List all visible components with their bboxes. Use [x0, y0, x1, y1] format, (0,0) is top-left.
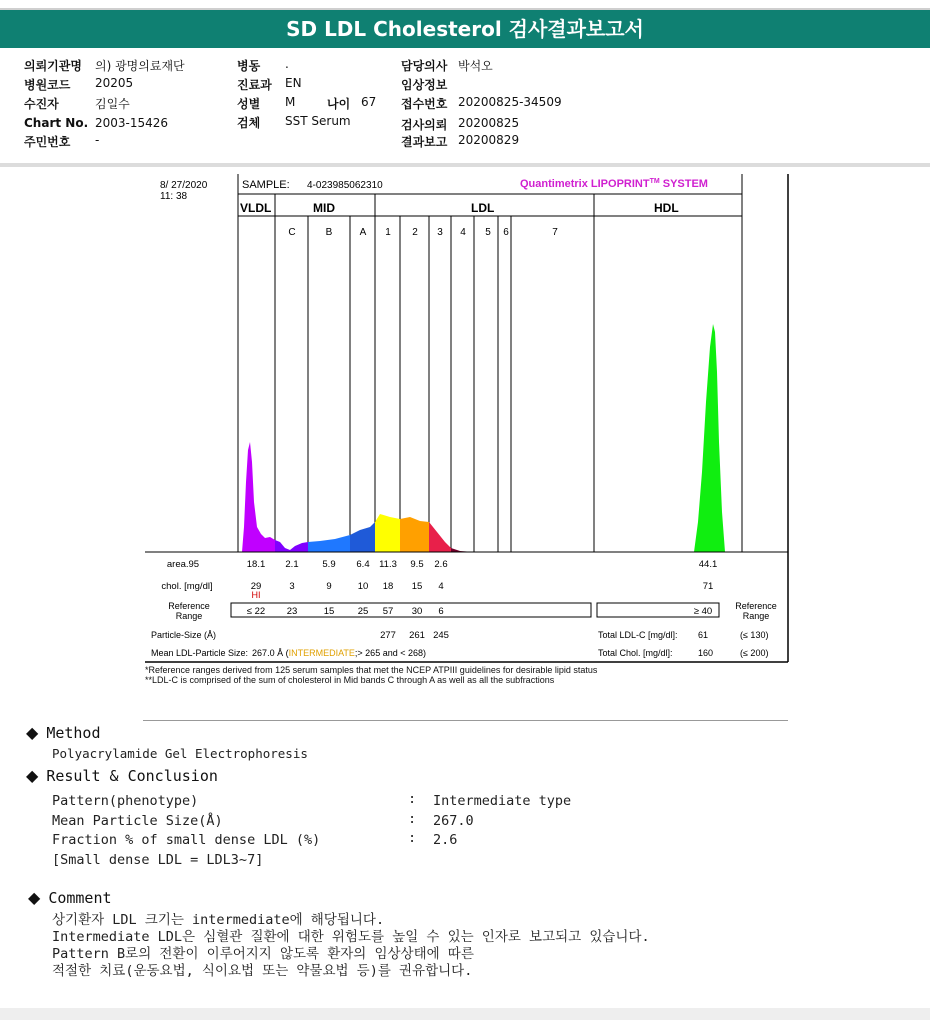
- ldl4-area: [451, 548, 474, 552]
- info-label: 의뢰기관명: [24, 59, 82, 73]
- brand-text: Quantimetrix LIPOPRINT™ SYSTEM: [520, 178, 708, 190]
- particle-size: 277: [380, 630, 396, 641]
- info-label: 성별: [237, 97, 261, 111]
- footnotes: [145, 665, 597, 685]
- total-chol-label: Total Chol. [mg/dl]:: [598, 648, 673, 658]
- total-chol-ref: (≤ 200): [740, 648, 769, 658]
- sample-date: 8/ 27/2020: [160, 180, 208, 191]
- info-value: 20200829: [458, 133, 520, 147]
- ref-value: 6: [438, 606, 444, 617]
- total-chol-value: 160: [698, 648, 714, 658]
- info-value: 20200825-34509: [458, 95, 562, 109]
- info-label: 병원코드: [24, 78, 71, 92]
- bottom-band: [0, 1008, 930, 1020]
- patient-info: [0, 55, 930, 165]
- row-label-particle: Particle-Size (Å): [151, 630, 217, 640]
- info-value: 67: [361, 95, 377, 109]
- area-value: 11.3: [379, 559, 397, 570]
- total-ldl-value: 61: [698, 630, 709, 640]
- info-label: 수진자: [24, 97, 59, 111]
- chol-value: 4: [438, 581, 444, 592]
- area-value: 2.1: [285, 559, 299, 570]
- row-label-ref: Reference Range: [168, 601, 210, 621]
- result-value: 267.0: [433, 813, 474, 829]
- ref-value: 23: [286, 606, 298, 617]
- info-value: 의) 광명의료재단: [95, 59, 185, 73]
- band-label: 6: [503, 227, 509, 238]
- result-heading-text: Result & Conclusion: [46, 767, 218, 785]
- info-value: 20205: [95, 76, 134, 90]
- hdl-peak: [694, 324, 725, 552]
- ref-value: 25: [357, 606, 369, 617]
- result-label: Fraction % of small dense LDL (%): [52, 832, 321, 848]
- row-label-chol: chol. [mg/dl]: [161, 581, 213, 592]
- info-label: 병동: [237, 59, 261, 73]
- info-value: .: [285, 57, 289, 71]
- info-divider: [0, 163, 930, 167]
- info-label: 검체: [237, 116, 261, 130]
- sample-id: 4-023985062310: [307, 180, 383, 191]
- comment-line: Intermediate LDL은 심혈관 질환에 대한 위험도를 높일 수 있는 인자로 보고되고 있습니다.: [52, 929, 650, 945]
- ldl1-area: [375, 514, 400, 552]
- result-value: Intermediate type: [433, 793, 572, 809]
- info-label: 접수번호: [401, 97, 448, 111]
- diamond-icon: ◆: [26, 766, 39, 785]
- info-label: Chart No.: [24, 116, 89, 130]
- total-ldl-ref: (≤ 130): [740, 630, 769, 640]
- result-label: Mean Particle Size(Å): [52, 813, 223, 829]
- area-value: 9.5: [410, 559, 424, 570]
- result-heading: [26, 766, 218, 785]
- method-heading: [26, 723, 101, 742]
- ref-value: ≤ 22: [246, 606, 266, 617]
- area-value: 18.1: [246, 559, 266, 570]
- info-label: 검사의뢰: [401, 118, 448, 132]
- mid-a-area: [350, 522, 375, 552]
- info-value: SST Serum: [285, 114, 351, 128]
- band-label: A: [359, 227, 367, 238]
- comment-line: 적절한 치료(운동요법, 식이요법 또는 약물요법 등)를 권유합니다.: [52, 963, 473, 979]
- area-value: 44.1: [698, 559, 718, 570]
- ref-right-label: Reference Range: [735, 601, 777, 621]
- result-colon: :: [408, 791, 417, 807]
- band-label: 2: [412, 227, 418, 238]
- lipoprint-chart: [145, 172, 789, 664]
- row-label-area: area.95: [166, 559, 200, 570]
- info-value: -: [95, 133, 100, 147]
- info-value: 박석오: [458, 59, 493, 73]
- ref-value: ≥ 40: [693, 606, 713, 617]
- section-divider: [143, 720, 788, 721]
- mid-b-area: [308, 535, 350, 552]
- info-value: EN: [285, 76, 302, 90]
- chol-value: 18: [382, 581, 394, 592]
- band-label: 4: [460, 227, 466, 238]
- method-heading-text: Method: [46, 724, 101, 742]
- footnote-1: *Reference ranges derived from 125 serum samples that met the NCEP ATPIII guidelines for desirable lipid status: [145, 665, 598, 675]
- area-value: 5.9: [322, 559, 336, 570]
- ref-value: 57: [382, 606, 394, 617]
- info-label: 결과보고: [401, 135, 448, 149]
- result-note: [Small dense LDL = LDL3~7]: [52, 852, 264, 868]
- ldl3-area: [429, 522, 451, 552]
- band-label: 7: [552, 227, 558, 238]
- group-hdl: HDL: [654, 201, 679, 215]
- band-label: C: [288, 227, 296, 238]
- group-ldl: LDL: [471, 201, 495, 215]
- group-mid: MID: [313, 201, 335, 215]
- comment-heading-text: Comment: [48, 889, 112, 907]
- info-value: 20200825: [458, 116, 520, 130]
- total-ldl-label: Total LDL-C [mg/dl]:: [598, 630, 678, 640]
- chol-value: 71: [702, 581, 714, 592]
- method-text: Polyacrylamide Gel Electrophoresis: [52, 746, 308, 761]
- mean-size-line: Mean LDL-Particle Size: 267.0 Å (INTERMEDIATE;> 265 and < 268): [151, 648, 426, 658]
- diamond-icon: ◆: [26, 723, 39, 742]
- chol-value: 15: [411, 581, 423, 592]
- result-colon: :: [408, 830, 417, 846]
- mid-c-area: [275, 540, 308, 552]
- result-label: Pattern(phenotype): [52, 793, 199, 809]
- result-value: 2.6: [433, 832, 458, 848]
- info-label: 주민번호: [24, 135, 71, 149]
- group-vldl: VLDL: [240, 201, 272, 215]
- report-title: SD LDL Cholesterol 검사결과보고서: [0, 10, 930, 48]
- particle-size: 261: [409, 630, 425, 641]
- ref-value: 15: [323, 606, 335, 617]
- info-label: 임상정보: [401, 78, 448, 92]
- info-value: M: [285, 95, 296, 109]
- result-colon: :: [408, 811, 417, 827]
- chol-value: 29: [250, 581, 262, 592]
- particle-size: 245: [433, 630, 449, 641]
- info-label: 담당의사: [401, 59, 448, 73]
- band-label: 3: [437, 227, 443, 238]
- info-label: 나이: [327, 97, 351, 111]
- comment-line: Pattern B로의 전환이 이루어지지 않도록 환자의 임상상태에 따른: [52, 946, 474, 962]
- hi-flag: HI: [251, 590, 261, 600]
- vldl-peak: [242, 442, 275, 552]
- ldl2-area: [400, 517, 429, 552]
- area-value: 2.6: [434, 559, 448, 570]
- footnote-2: **LDL-C is comprised of the sum of cholesterol in Mid bands C through A as well as all the subfractions: [145, 675, 555, 685]
- sample-label: SAMPLE:: [242, 179, 290, 191]
- chol-value: 9: [326, 581, 332, 592]
- chol-value: 10: [357, 581, 369, 592]
- band-lines: [308, 216, 511, 552]
- sample-time: 11: 38: [160, 191, 188, 202]
- info-value: 김일수: [95, 97, 130, 111]
- diamond-icon: ◆: [28, 888, 41, 907]
- chol-value: 3: [289, 581, 295, 592]
- ref-value: 30: [411, 606, 423, 617]
- info-value: 2003-15426: [95, 116, 169, 130]
- band-label: 1: [385, 227, 391, 238]
- comment-heading: [28, 888, 112, 907]
- band-label: B: [325, 227, 333, 238]
- area-value: 6.4: [356, 559, 370, 570]
- band-label: 5: [485, 227, 491, 238]
- comment-line: 상기환자 LDL 크기는 intermediate에 해당됩니다.: [52, 912, 385, 928]
- info-label: 진료과: [237, 78, 272, 92]
